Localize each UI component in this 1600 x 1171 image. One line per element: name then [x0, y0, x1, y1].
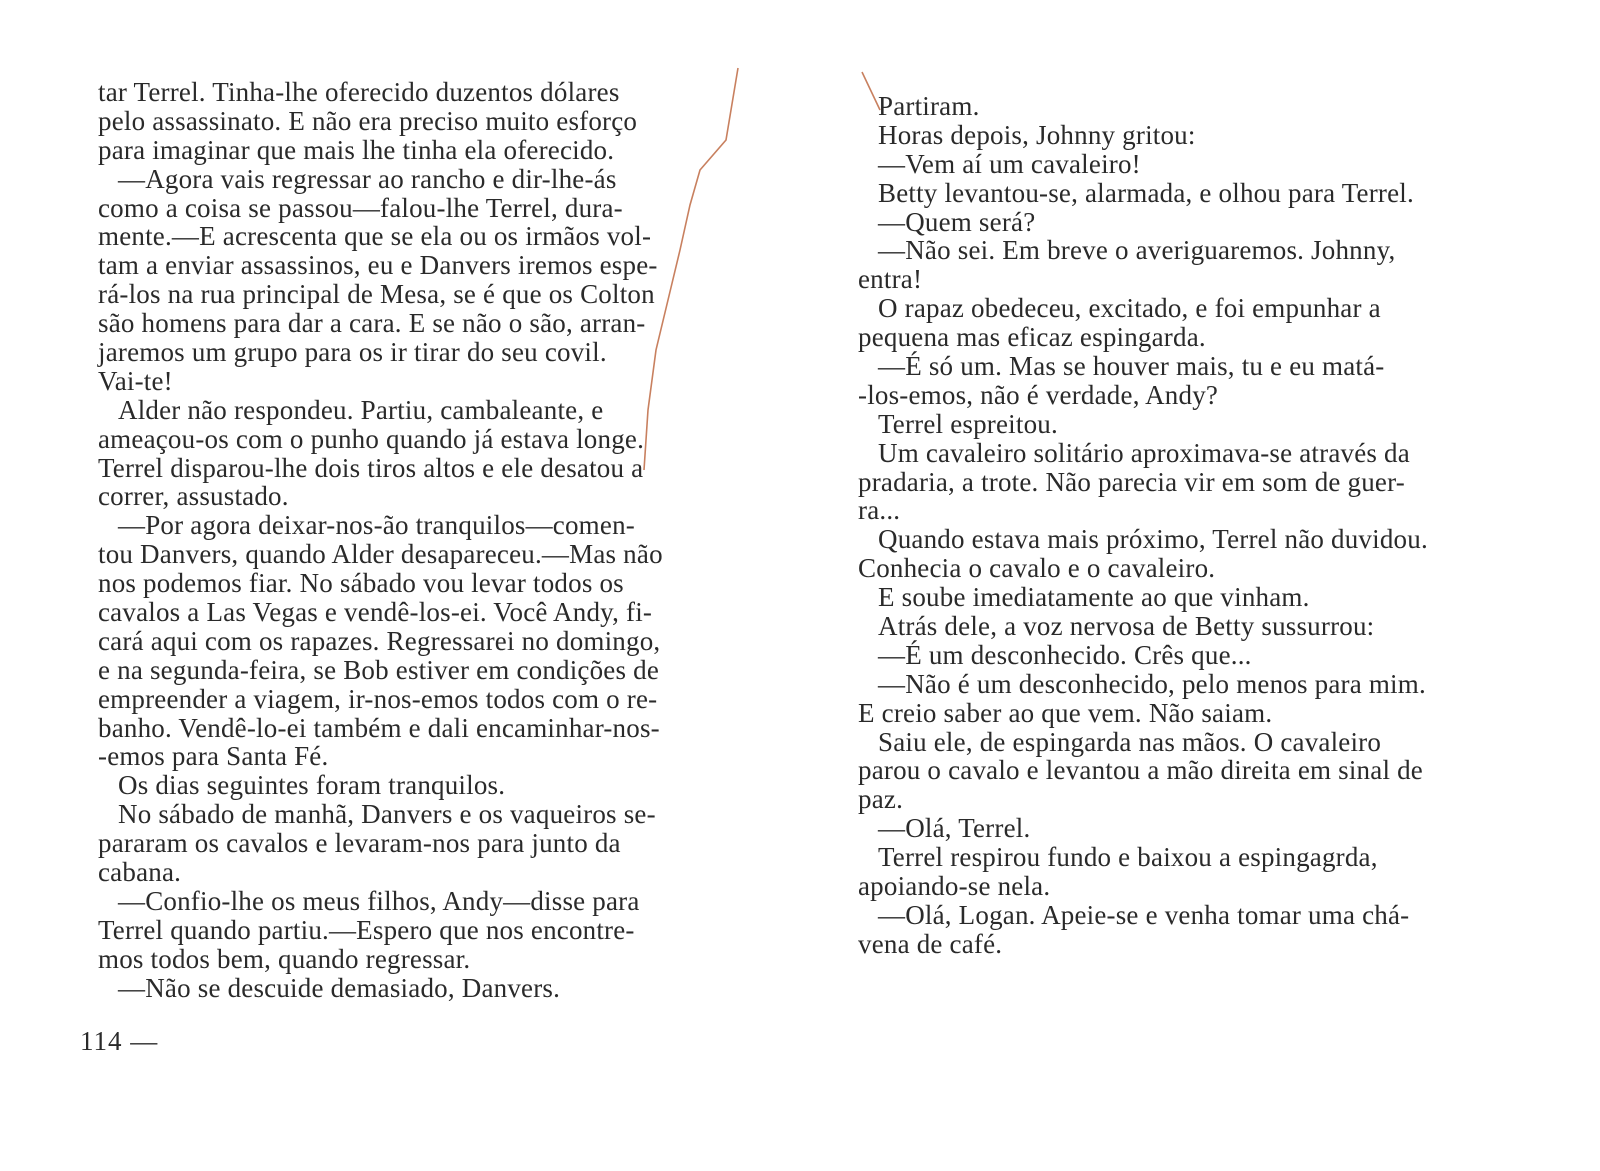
text-line: —Não é um desconhecido, pelo menos para mim. [878, 668, 1426, 699]
text-line: entra! [858, 264, 923, 295]
text-line: banho. Vendê-lo-ei também e dali encaminhar-nos- [98, 712, 660, 743]
text-line: Alder não respondeu. Partiu, cambaleante, e [118, 394, 604, 425]
text-line: —Olá, Logan. Apeie-se e venha tomar uma chá- [878, 899, 1410, 930]
text-line: —É um desconhecido. Crês que... [878, 639, 1252, 670]
text-line: como a coisa se passou—falou-lhe Terrel, dura- [98, 192, 623, 223]
text-line: pradaria, a trote. Não parecia vir em som de guer- [858, 466, 1405, 497]
text-line: Terrel espreitou. [878, 408, 1058, 439]
right-crease-line [862, 72, 880, 110]
text-line: ameaçou-os com o punho quando já estava longe. [98, 423, 645, 454]
text-line: Partiram. [878, 91, 980, 121]
text-line: tou Danvers, quando Alder desapareceu.—Mas não [98, 539, 663, 570]
text-line: correr, assustado. [98, 481, 289, 512]
text-line: Terrel respirou fundo e baixou a espingagrda, [878, 842, 1378, 873]
text-line: vena de café. [858, 928, 1003, 959]
text-line: -emos para Santa Fé. [98, 741, 329, 772]
text-line: pequena mas eficaz espingarda. [858, 322, 1206, 353]
text-line: Atrás dele, a voz nervosa de Betty sussurrou: [878, 611, 1375, 642]
text-line: tam a enviar assassinos, eu e Danvers iremos espe- [98, 250, 658, 281]
text-line: —Quem será? [878, 206, 1036, 237]
text-line: Horas depois, Johnny gritou: [878, 119, 1196, 150]
text-line: —É só um. Mas se houver mais, tu e eu matá- [878, 351, 1385, 382]
text-line: —Agora vais regressar ao rancho e dir-lhe-ás [118, 163, 617, 194]
text-line: E soube imediatamente ao que vinham. [878, 582, 1310, 613]
page-number: 114 — [80, 1026, 159, 1056]
text-line: empreender a viagem, ir-nos-emos todos com o re- [98, 683, 658, 714]
text-line: nos podemos fiar. No sábado vou levar todos os [98, 568, 624, 599]
text-line: —Olá, Terrel. [878, 813, 1031, 844]
text-line: cabana. [98, 857, 182, 888]
text-line: rá-los na rua principal de Mesa, se é que os Colton [98, 279, 655, 310]
text-line: —Por agora deixar-nos-ão tranquilos—comen- [118, 510, 635, 541]
text-line: Terrel disparou-lhe dois tiros altos e ele desatou a [98, 452, 644, 483]
text-line: jaremos um grupo para os ir tirar do seu covil. [98, 337, 607, 368]
text-line: paz. [858, 784, 904, 815]
text-line: Os dias seguintes foram tranquilos. [118, 770, 506, 801]
text-line: são homens para dar a cara. E se não o são, arran- [98, 308, 646, 339]
text-line: Betty levantou-se, alarmada, e olhou para Terrel. [878, 177, 1414, 208]
text-line: mos todos bem, quando regressar. [98, 943, 471, 974]
text-line: apoiando-se nela. [858, 871, 1051, 902]
text-line: tar Terrel. Tinha-lhe oferecido duzentos dólares [98, 77, 620, 107]
text-line: —Não se descuide demasiado, Danvers. [118, 972, 561, 1003]
text-line: O rapaz obedeceu, excitado, e foi empunhar a [878, 293, 1381, 324]
text-line: parou o cavalo e levantou a mão direita em sinal de [858, 755, 1423, 786]
text-line: —Não sei. Em breve o averiguaremos. Johnny, [878, 235, 1396, 266]
text-line: E creio saber ao que vem. Não saiam. [858, 697, 1273, 728]
text-line: Um cavaleiro solitário aproximava-se através da [878, 437, 1410, 468]
text-line: -los-emos, não é verdade, Andy? [858, 379, 1219, 410]
text-line: Saiu ele, de espingarda nas mãos. O cavaleiro [878, 726, 1382, 757]
text-line: cará aqui com os rapazes. Regressarei no domingo, [98, 625, 661, 656]
text-line: cavalos a Las Vegas e vendê-los-ei. Você Andy, fi- [98, 597, 653, 628]
text-line: pararam os cavalos e levaram-nos para junto da [98, 828, 621, 859]
text-line: —Vem aí um cavaleiro! [878, 148, 1141, 179]
text-line: ra... [858, 495, 901, 526]
text-line: No sábado de manhã, Danvers e os vaqueiros se- [118, 799, 656, 830]
text-line: Terrel quando partiu.—Espero que nos encontre- [98, 914, 635, 945]
text-line: —Confio-lhe os meus filhos, Andy—disse para [118, 885, 640, 916]
text-line: Vai-te! [98, 365, 173, 396]
text-line: para imaginar que mais lhe tinha ela oferecido. [98, 134, 615, 165]
text-line: pelo assassinato. E não era preciso muito esforço [98, 105, 638, 136]
text-line: e na segunda-feira, se Bob estiver em condições de [98, 654, 660, 685]
text-line: Conhecia o cavalo e o cavaleiro. [858, 553, 1216, 584]
text-line: Quando estava mais próximo, Terrel não duvidou. [878, 524, 1428, 555]
text-line: mente.—E acrescenta que se ela ou os irmãos vol- [98, 221, 652, 252]
left-crease-line [644, 68, 738, 470]
